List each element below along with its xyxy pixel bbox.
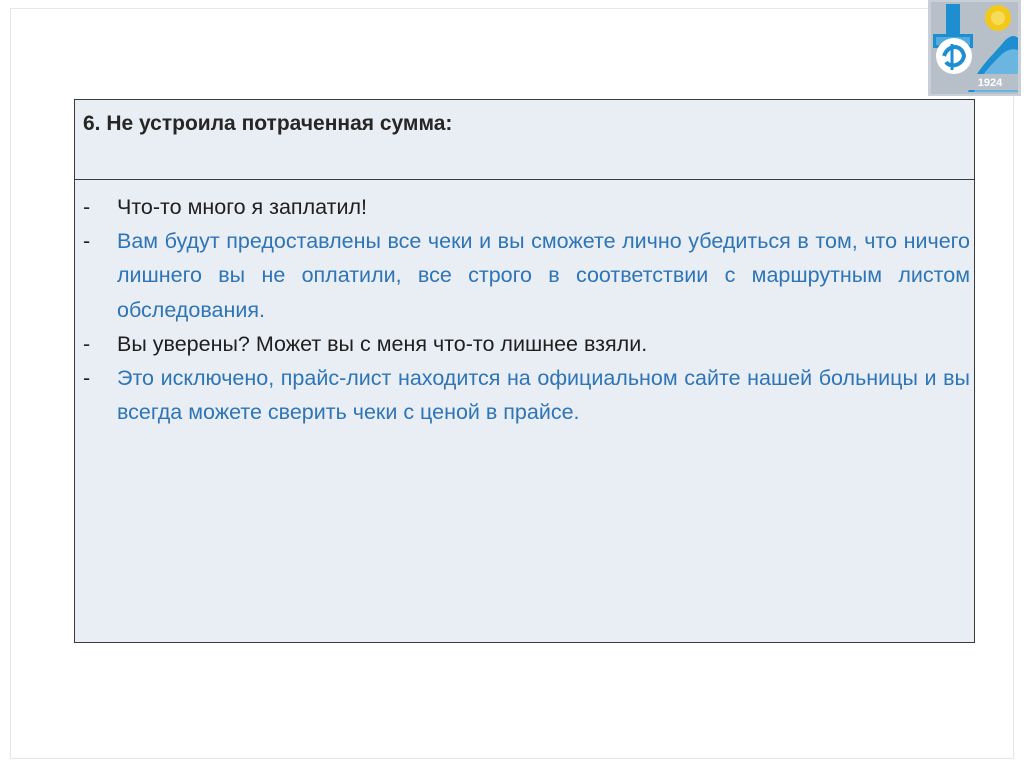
list-dash: - [83, 195, 91, 219]
dialogue-text: Вам будут предоставлены все чеки и вы сможете лично убедиться в том, что ничего лишнего вы не оплатили, все строго в соответствии с маршрутным листом обследования. [117, 229, 970, 322]
table-header [75, 100, 974, 180]
dialogue-line-patient [83, 327, 970, 361]
logo-year: 1924 [977, 77, 1003, 89]
section-title: 6. Не устроила потраченная сумма: [83, 112, 453, 135]
dialogue-line-staff [83, 224, 970, 327]
list-dash: - [83, 331, 91, 356]
content-table [74, 99, 975, 643]
dialogue-text: Что-то много я заплатил! [117, 195, 367, 219]
medical-emblem-icon [928, 0, 1021, 96]
list-dash: - [83, 229, 91, 254]
dialogue-line-staff [83, 361, 970, 429]
dialogue-text: Это исключено, прайс-лист находится на официальном сайте нашей больницы и вы всегда можете сверить чеки с ценой в прайсе. [117, 366, 970, 425]
hospital-logo [928, 0, 1021, 96]
list-dash: - [83, 366, 91, 391]
dialogue-text: Вы уверены? Может вы с меня что-то лишнее взяли. [117, 331, 648, 356]
dialogue-list [75, 180, 974, 429]
dialogue-line-patient [83, 190, 970, 224]
